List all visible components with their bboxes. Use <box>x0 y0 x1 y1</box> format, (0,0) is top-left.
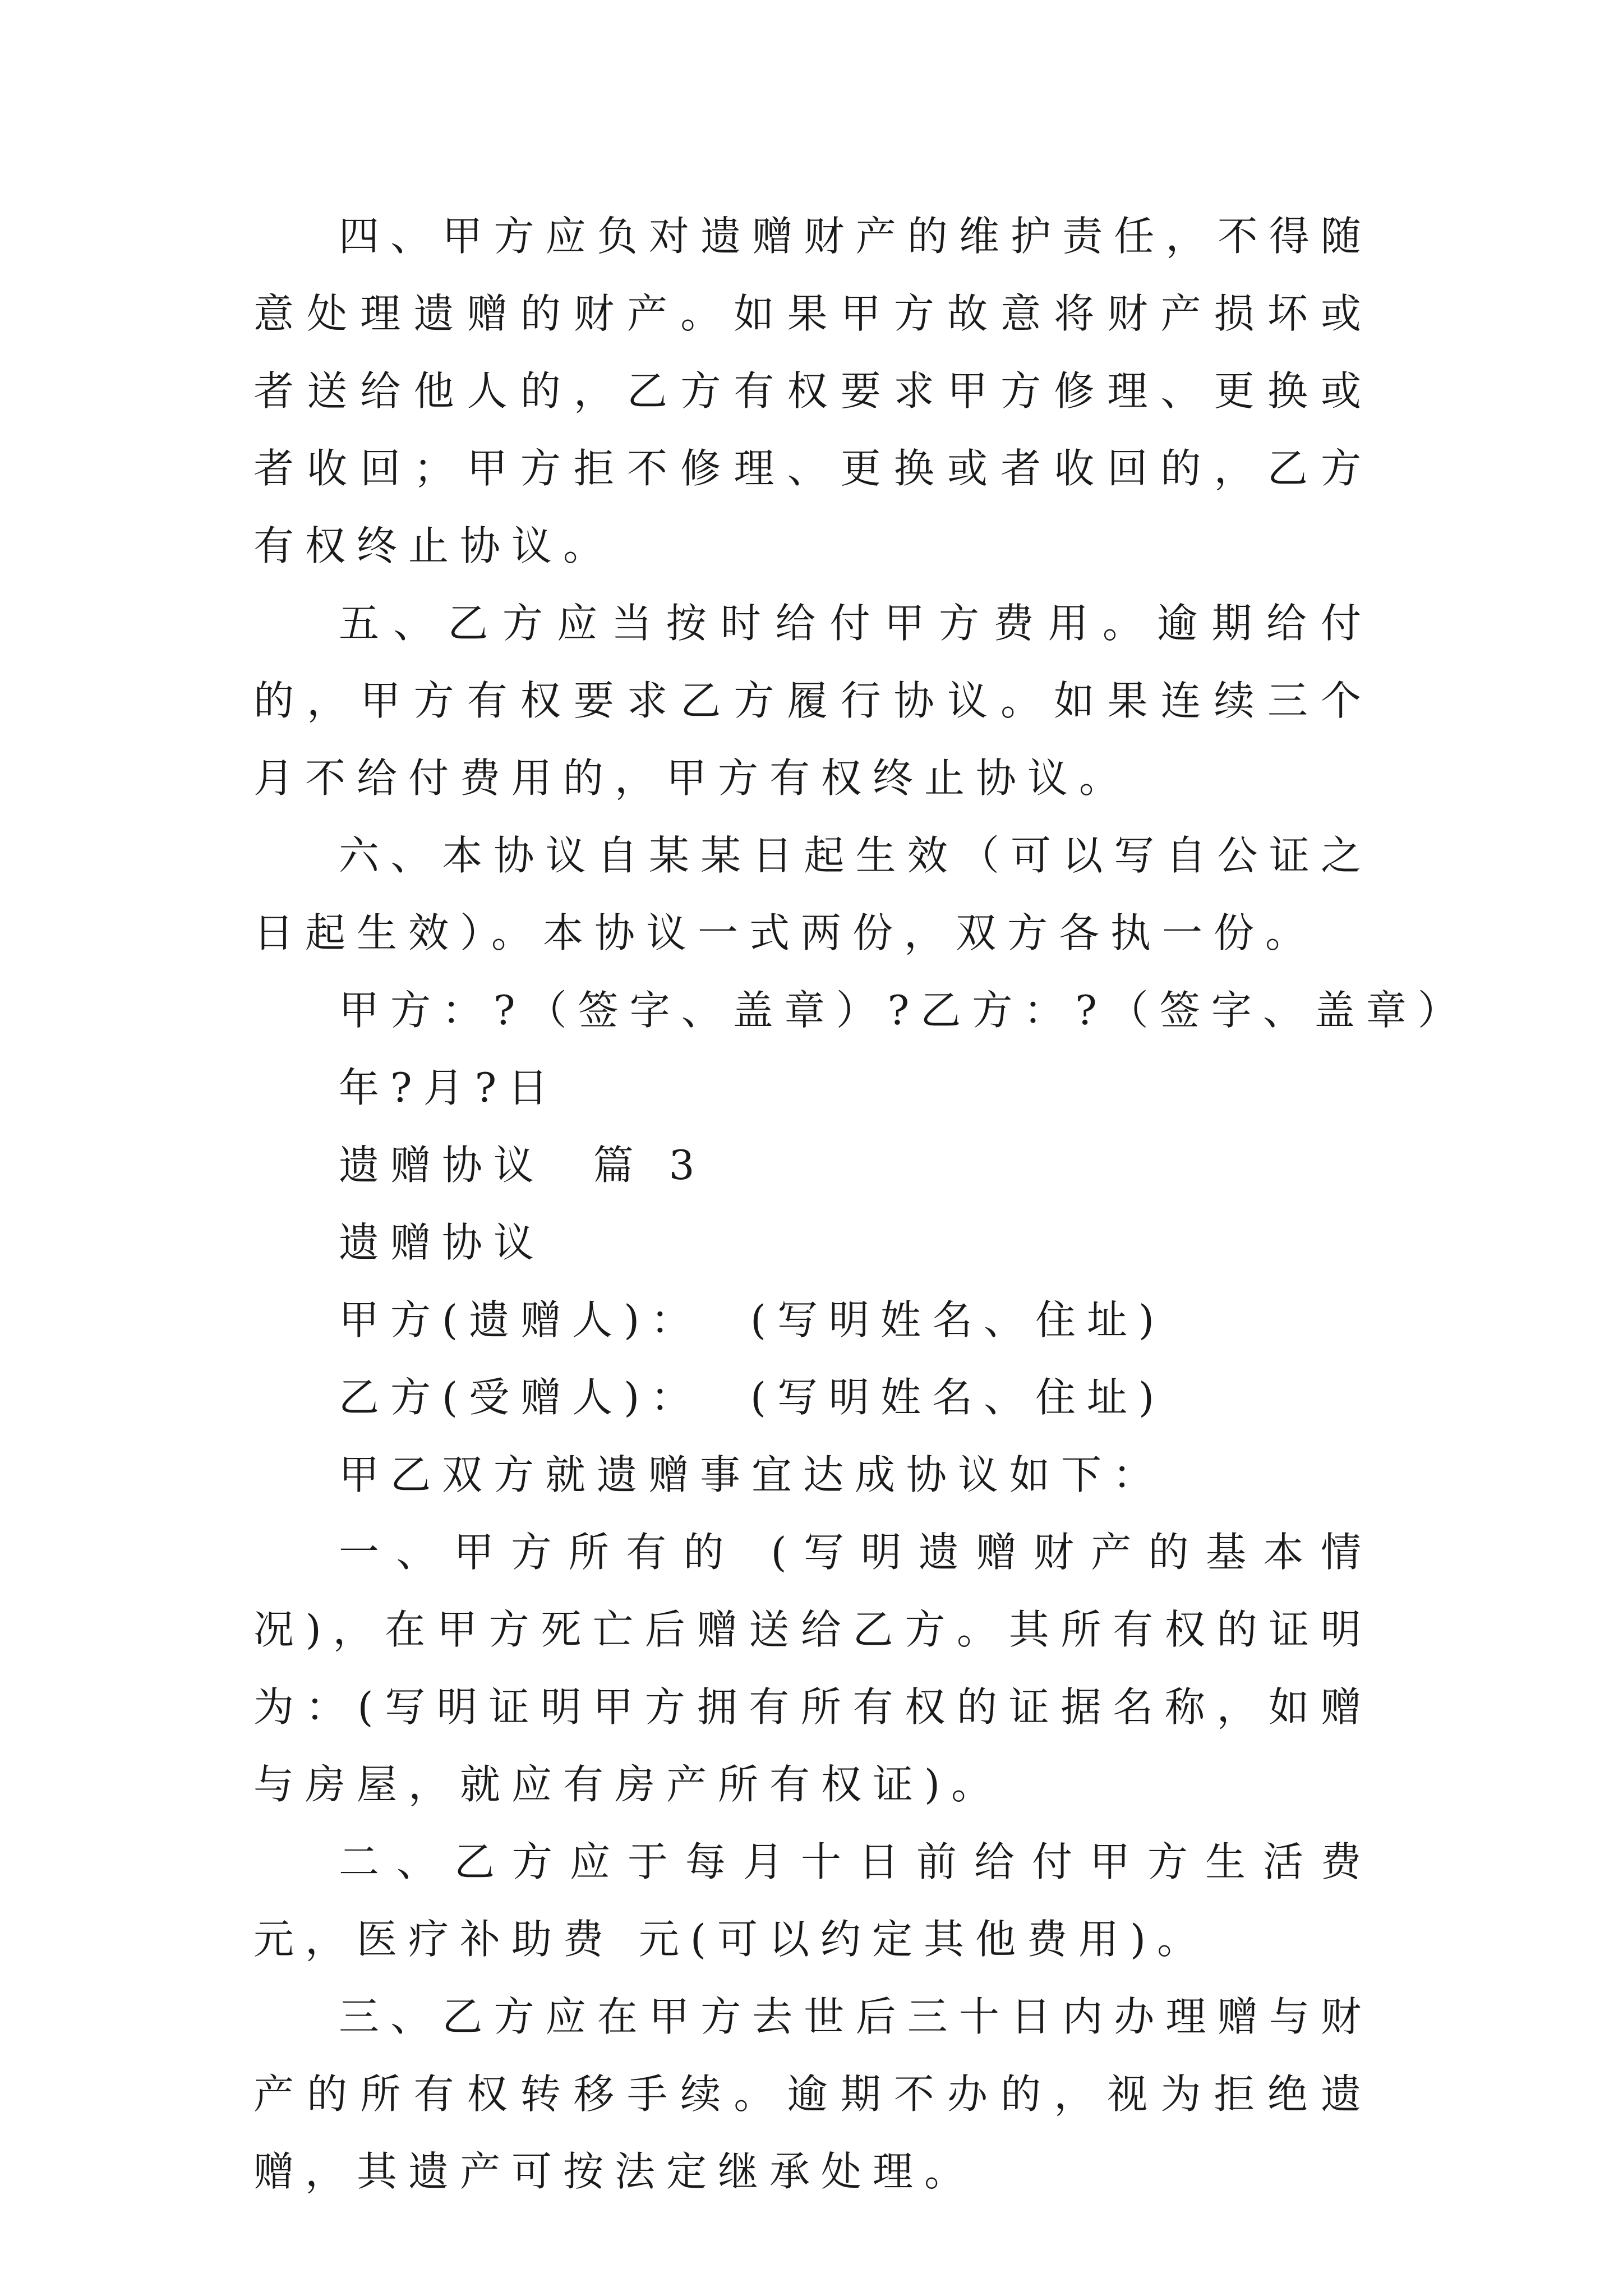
party-a-line: 甲方(遗赠人)： (写明姓名、住址) <box>339 1296 1166 1343</box>
clause-three: 三、乙方应在甲方去世后三十日内办理赠与财产的所有权转移手续。逾期不办的，视为拒绝遗赠，其遗产可按法定继承处理。 <box>253 1993 1372 2195</box>
agreement-title: 遗赠协议 <box>339 1219 546 1266</box>
signature-line: 甲方：?（签字、盖章）?乙方：?（签字、盖章） <box>339 987 1469 1034</box>
date-line: 年?月?日 <box>339 1064 560 1111</box>
clause-four: 四、甲方应负对遗赠财产的维护责任，不得随意处理遗赠的财产。如果甲方故意将财产损坏或者送给他人的，乙方有权要求甲方修理、更换或者收回；甲方拒不修理、更换或者收回的，乙方有权终止协议。 <box>253 213 1372 569</box>
party-b-line: 乙方(受赠人)： (写明姓名、住址) <box>339 1374 1166 1421</box>
clause-one: 一、甲方所有的 (写明遗赠财产的基本情况)，在甲方死亡后赠送给乙方。其所有权的证明为：(写明证明甲方拥有所有权的证据名称，如赠与房屋，就应有房产所有权证)。 <box>253 1529 1372 1808</box>
preamble-line: 甲乙双方就遗赠事宜达成协议如下： <box>339 1451 1165 1498</box>
document-body <box>253 197 1469 2210</box>
clause-five: 五、乙方应当按时给付甲方费用。逾期给付的，甲方有权要求乙方履行协议。如果连续三个月不给付费用的，甲方有权终止协议。 <box>253 600 1372 802</box>
section-heading: 遗赠协议 篇 3 <box>339 1142 706 1189</box>
clause-six: 六、本协议自某某日起生效（可以写自公证之日起生效）。本协议一式两份，双方各执一份。 <box>253 832 1372 956</box>
clause-two: 二、乙方应于每月十日前给付甲方生活费 元，医疗补助费 元(可以约定其他费用)。 <box>253 1838 1372 1963</box>
